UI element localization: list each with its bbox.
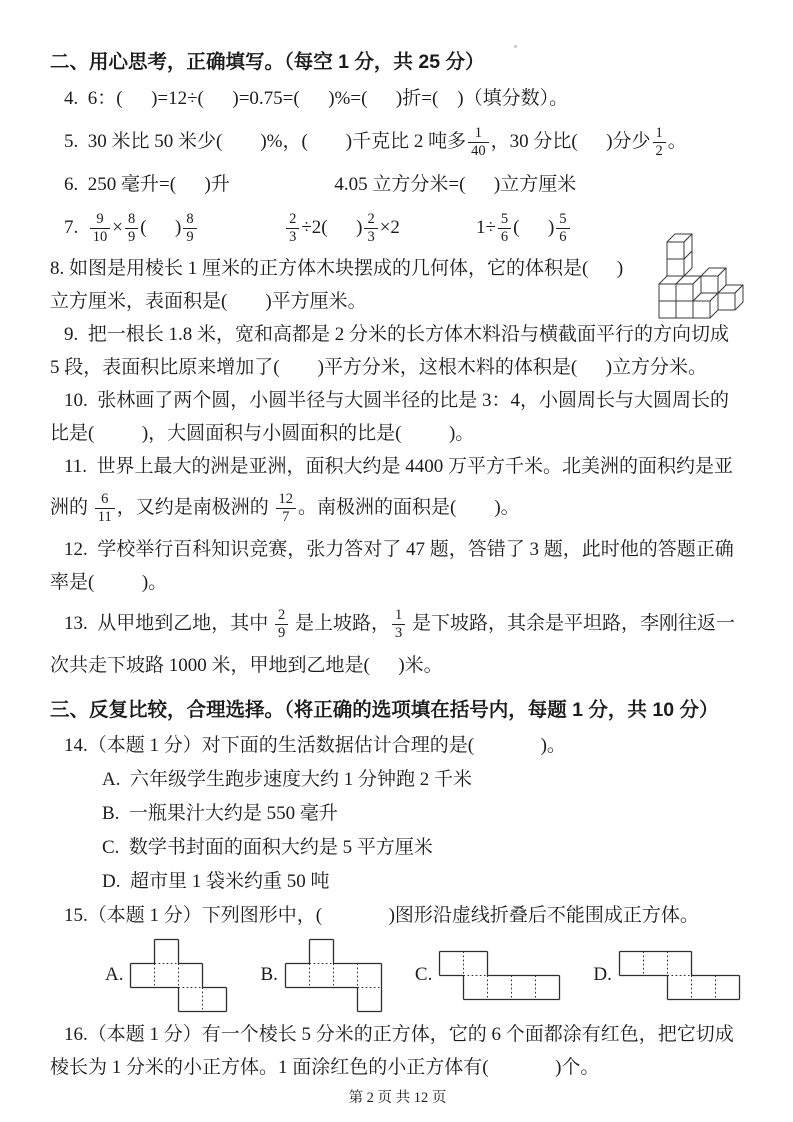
text-segment: ，又约是南极洲的 <box>116 497 274 518</box>
net-option-a-label: A. <box>105 964 124 985</box>
text-segment: 。 <box>667 131 687 152</box>
section2-header: 二、用心思考，正确填写。（每空 1 分，共 25 分） <box>50 51 485 73</box>
text-segment: 是上坡路， <box>290 613 391 634</box>
text-segment: 1÷ <box>475 217 496 238</box>
question-5 <box>50 118 745 166</box>
cube-net-figure-c <box>438 950 561 1001</box>
question-8-line-2: 立方厘米，表面积是( )平方厘米。 <box>50 291 367 312</box>
question-9-line-2: 5 段，表面积比原来增加了( )平方分米，这根木料的体积是( )立方分米。 <box>50 357 708 378</box>
section3-header: 三、反复比较，合理选择。（将正确的选项填在括号内，每题 1 分，共 10 分） <box>50 699 719 721</box>
text-segment: 。南极洲的面积是( )。 <box>298 497 520 518</box>
cube-net-figure-b <box>284 938 383 1013</box>
text-segment: 7. <box>64 217 88 238</box>
question-14: 14.（本题 1 分）对下面的生活数据估计合理的是( )。 <box>64 735 566 756</box>
question-4: 4. 6：( )=12÷( )=0.75=( )%=( )折=( )（填分数）。 <box>64 88 569 109</box>
fraction: $\frac{2}{3}$ <box>286 211 299 245</box>
question-6: 6. 250 毫升=( )升 4.05 立方分米=( )立方厘米 <box>64 174 577 195</box>
fraction: $\frac{1}{3}$ <box>392 607 405 641</box>
stray-scan-mark <box>514 45 517 48</box>
net-option-b-label: B. <box>260 964 278 985</box>
question-10-line-1: 10. 张林画了两个圆，小圆半径与大圆半径的比是 3：4，小圆周长与大圆周长的 <box>64 390 730 411</box>
net-option-b <box>260 938 382 1013</box>
net-option-d-label: D. <box>593 964 612 985</box>
question-7 <box>50 204 745 252</box>
fraction: $\frac{8}{9}$ <box>125 211 138 245</box>
question-11-line-2 <box>50 483 745 533</box>
question-10-line-2: 比是( )，大圆面积与小圆面积的比是( )。 <box>50 423 475 444</box>
text-segment: 是下坡路，其余是平坦路，李刚往返一 <box>407 613 736 634</box>
fraction: $\frac{6}{11}$ <box>95 491 115 525</box>
net-option-d <box>593 950 740 1001</box>
page-number-footer: 第 2 页 共 12 页 <box>348 1090 447 1106</box>
text-segment: ( ) <box>140 217 182 238</box>
question-15-net-options <box>50 932 745 1018</box>
cube-net-figure-d <box>618 950 741 1001</box>
question-8-block <box>50 252 745 318</box>
text-segment: ( ) <box>513 217 555 238</box>
fraction: $\frac{9}{10}$ <box>90 211 111 245</box>
fraction: $\frac{2}{3}$ <box>364 211 377 245</box>
fraction: $\frac{5}{6}$ <box>498 211 511 245</box>
net-option-c <box>415 950 561 1001</box>
text-segment: ×2 <box>379 217 400 238</box>
question-13-line-1 <box>50 599 745 649</box>
fraction: $\frac{2}{9}$ <box>275 607 288 641</box>
question-14-option-a: A. 六年级学生跑步速度大约 1 分钟跑 2 千米 <box>102 769 472 790</box>
text-segment: × <box>112 217 123 238</box>
question-13-line-2: 次共走下坡路 1000 米，甲地到乙地是( )米。 <box>50 655 443 676</box>
question-12-line-1: 12. 学校举行百科知识竞赛，张力答对了 47 题，答错了 3 题，此时他的答题正确 <box>64 539 734 560</box>
fraction: $\frac{8}{9}$ <box>183 211 196 245</box>
text-segment: ÷2( ) <box>301 217 363 238</box>
fraction: $\frac{1}{2}$ <box>653 125 666 159</box>
text-segment: 13. 从甲地到乙地，其中 <box>64 613 274 634</box>
text-segment: 5. 30 米比 50 米少( )%，( )千克比 2 吨多 <box>64 131 467 152</box>
question-8-line-1: 8. 如图是用棱长 1 厘米的正方体木块摆成的几何体，它的体积是( ) <box>50 258 624 279</box>
question-14-option-d: D. 超市里 1 袋米约重 50 吨 <box>102 871 330 892</box>
question-14-option-c: C. 数学书封面的面积大约是 5 平方厘米 <box>102 837 433 858</box>
question-12-line-2: 率是( )。 <box>50 572 168 593</box>
question-16-line-2: 棱长为 1 分米的小正方体。1 面涂红色的小正方体有( )个。 <box>50 1057 600 1078</box>
text-segment: ，30 分比( )分少 <box>490 131 651 152</box>
fraction: $\frac{12}{7}$ <box>276 491 297 525</box>
question-11-line-1: 11. 世界上最大的洲是亚洲，面积大约是 4400 万平方千米。北美洲的面积约是亚 <box>64 456 734 477</box>
question-15: 15.（本题 1 分）下列图形中，( )图形沿虚线折叠后不能围成正方体。 <box>64 905 699 926</box>
question-16-line-1: 16.（本题 1 分）有一个棱长 5 分米的正方体，它的 6 个面都涂有红色，把它切成 <box>64 1024 734 1045</box>
cube-net-figure-a <box>129 938 228 1013</box>
text-segment: 洲的 <box>50 497 93 518</box>
cube-stack-figure <box>655 230 749 324</box>
net-option-c-label: C. <box>414 964 433 985</box>
fraction: $\frac{1}{40}$ <box>468 125 489 159</box>
question-14-option-b: B. 一瓶果汁大约是 550 毫升 <box>102 803 338 824</box>
fraction: $\frac{5}{6}$ <box>556 211 569 245</box>
net-option-a <box>105 938 228 1013</box>
question-9-line-1: 9. 把一根长 1.8 米，宽和高都是 2 分米的长方体木料沿与横截面平行的方向切成 <box>64 324 730 345</box>
